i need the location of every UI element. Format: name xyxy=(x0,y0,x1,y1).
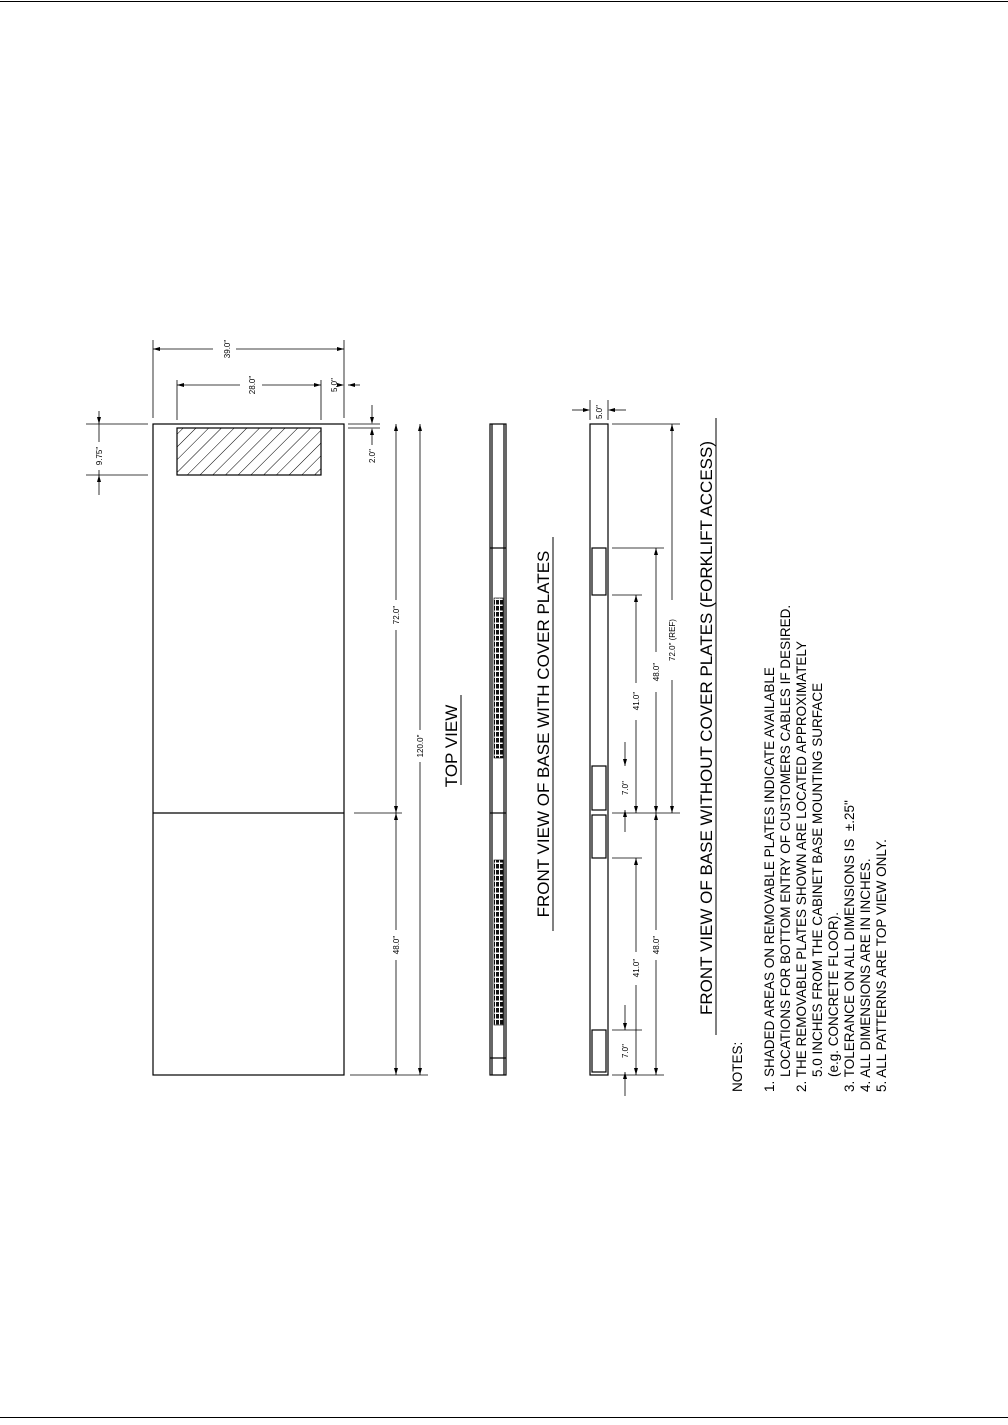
notes-heading: NOTES: xyxy=(730,1041,745,1092)
forklift-dimension-lines xyxy=(572,400,680,1096)
note-line: 4. ALL DIMENSIONS ARE IN INCHES. xyxy=(858,858,873,1092)
front-view-without-plates-title: FRONT VIEW OF BASE WITHOUT COVER PLATES (FORKLIFT ACCESS) xyxy=(697,441,716,1015)
cover-plate-long-section xyxy=(494,598,503,758)
dim-shaded-width: 28.0" xyxy=(248,375,257,395)
cover-plate-short-section xyxy=(494,860,503,1025)
note-line: 1. SHADED AREAS ON REMOVABLE PLATES INDICATE AVAILABLE xyxy=(762,667,777,1092)
front-view-with-plates-title: FRONT VIEW OF BASE WITH COVER PLATES xyxy=(534,550,553,918)
dim-span-short-section: 48.0" xyxy=(652,935,661,955)
note-line: LOCATIONS FOR BOTTOM ENTRY OF CUSTOMERS CABLES IF DESIRED. xyxy=(778,604,793,1092)
dim-shaded-depth: 9.75" xyxy=(95,446,104,466)
note-line: 2. THE REMOVABLE PLATES SHOWN ARE LOCATED APPROXIMATELY xyxy=(794,641,809,1092)
dim-overall-length: 120.0" xyxy=(416,734,425,758)
view-titles xyxy=(442,418,716,1035)
note-line: (e.g. CONCRETE FLOOR). xyxy=(826,911,841,1092)
forklift-arrowheads xyxy=(583,408,674,1079)
top-border-line xyxy=(0,1,1008,2)
dim-gap-short-section: 41.0" xyxy=(632,958,641,978)
base-outline-forklift xyxy=(590,424,608,1075)
dim-pocket-long-section: 7.0" xyxy=(621,781,630,795)
notes-block xyxy=(730,605,889,1092)
forklift-pocket-4 xyxy=(592,1030,606,1072)
forklift-pocket-1 xyxy=(592,548,606,595)
dim-edge-offset: 5.0" xyxy=(330,378,339,392)
top-view-title: TOP VIEW xyxy=(442,704,461,788)
forklift-pocket-2 xyxy=(592,766,606,810)
top-view-outline xyxy=(153,424,344,1075)
note-line: 5.0 INCHES FROM THE CABINET BASE MOUNTING SURFACE xyxy=(810,682,825,1092)
dim-section-short: 48.0" xyxy=(392,935,401,955)
note-line: 5. ALL PATTERNS ARE TOP VIEW ONLY. xyxy=(874,839,889,1092)
dim-pocket-short-section: 7.0" xyxy=(621,1044,630,1058)
dim-edge-inset: 2.0" xyxy=(368,449,377,463)
bottom-border-line xyxy=(0,1417,1008,1418)
dim-gap-long-section: 41.0" xyxy=(632,691,641,711)
front-view-without-plates xyxy=(590,424,608,1075)
note-line: 3. TOLERANCE ON ALL DIMENSIONS IS ±.25" xyxy=(842,800,857,1092)
dim-base-height: 5.0" xyxy=(595,405,604,419)
front-view-with-plates xyxy=(490,424,506,1075)
shaded-cable-entry-area xyxy=(177,428,321,475)
dim-reference-length: 72.0" (REF) xyxy=(668,619,677,661)
dim-section-long: 72.0" xyxy=(392,605,401,625)
dim-overall-width: 39.0" xyxy=(223,339,232,359)
top-view xyxy=(153,424,344,1075)
forklift-pocket-3 xyxy=(592,815,606,858)
dim-span-long-section: 48.0" xyxy=(652,662,661,682)
